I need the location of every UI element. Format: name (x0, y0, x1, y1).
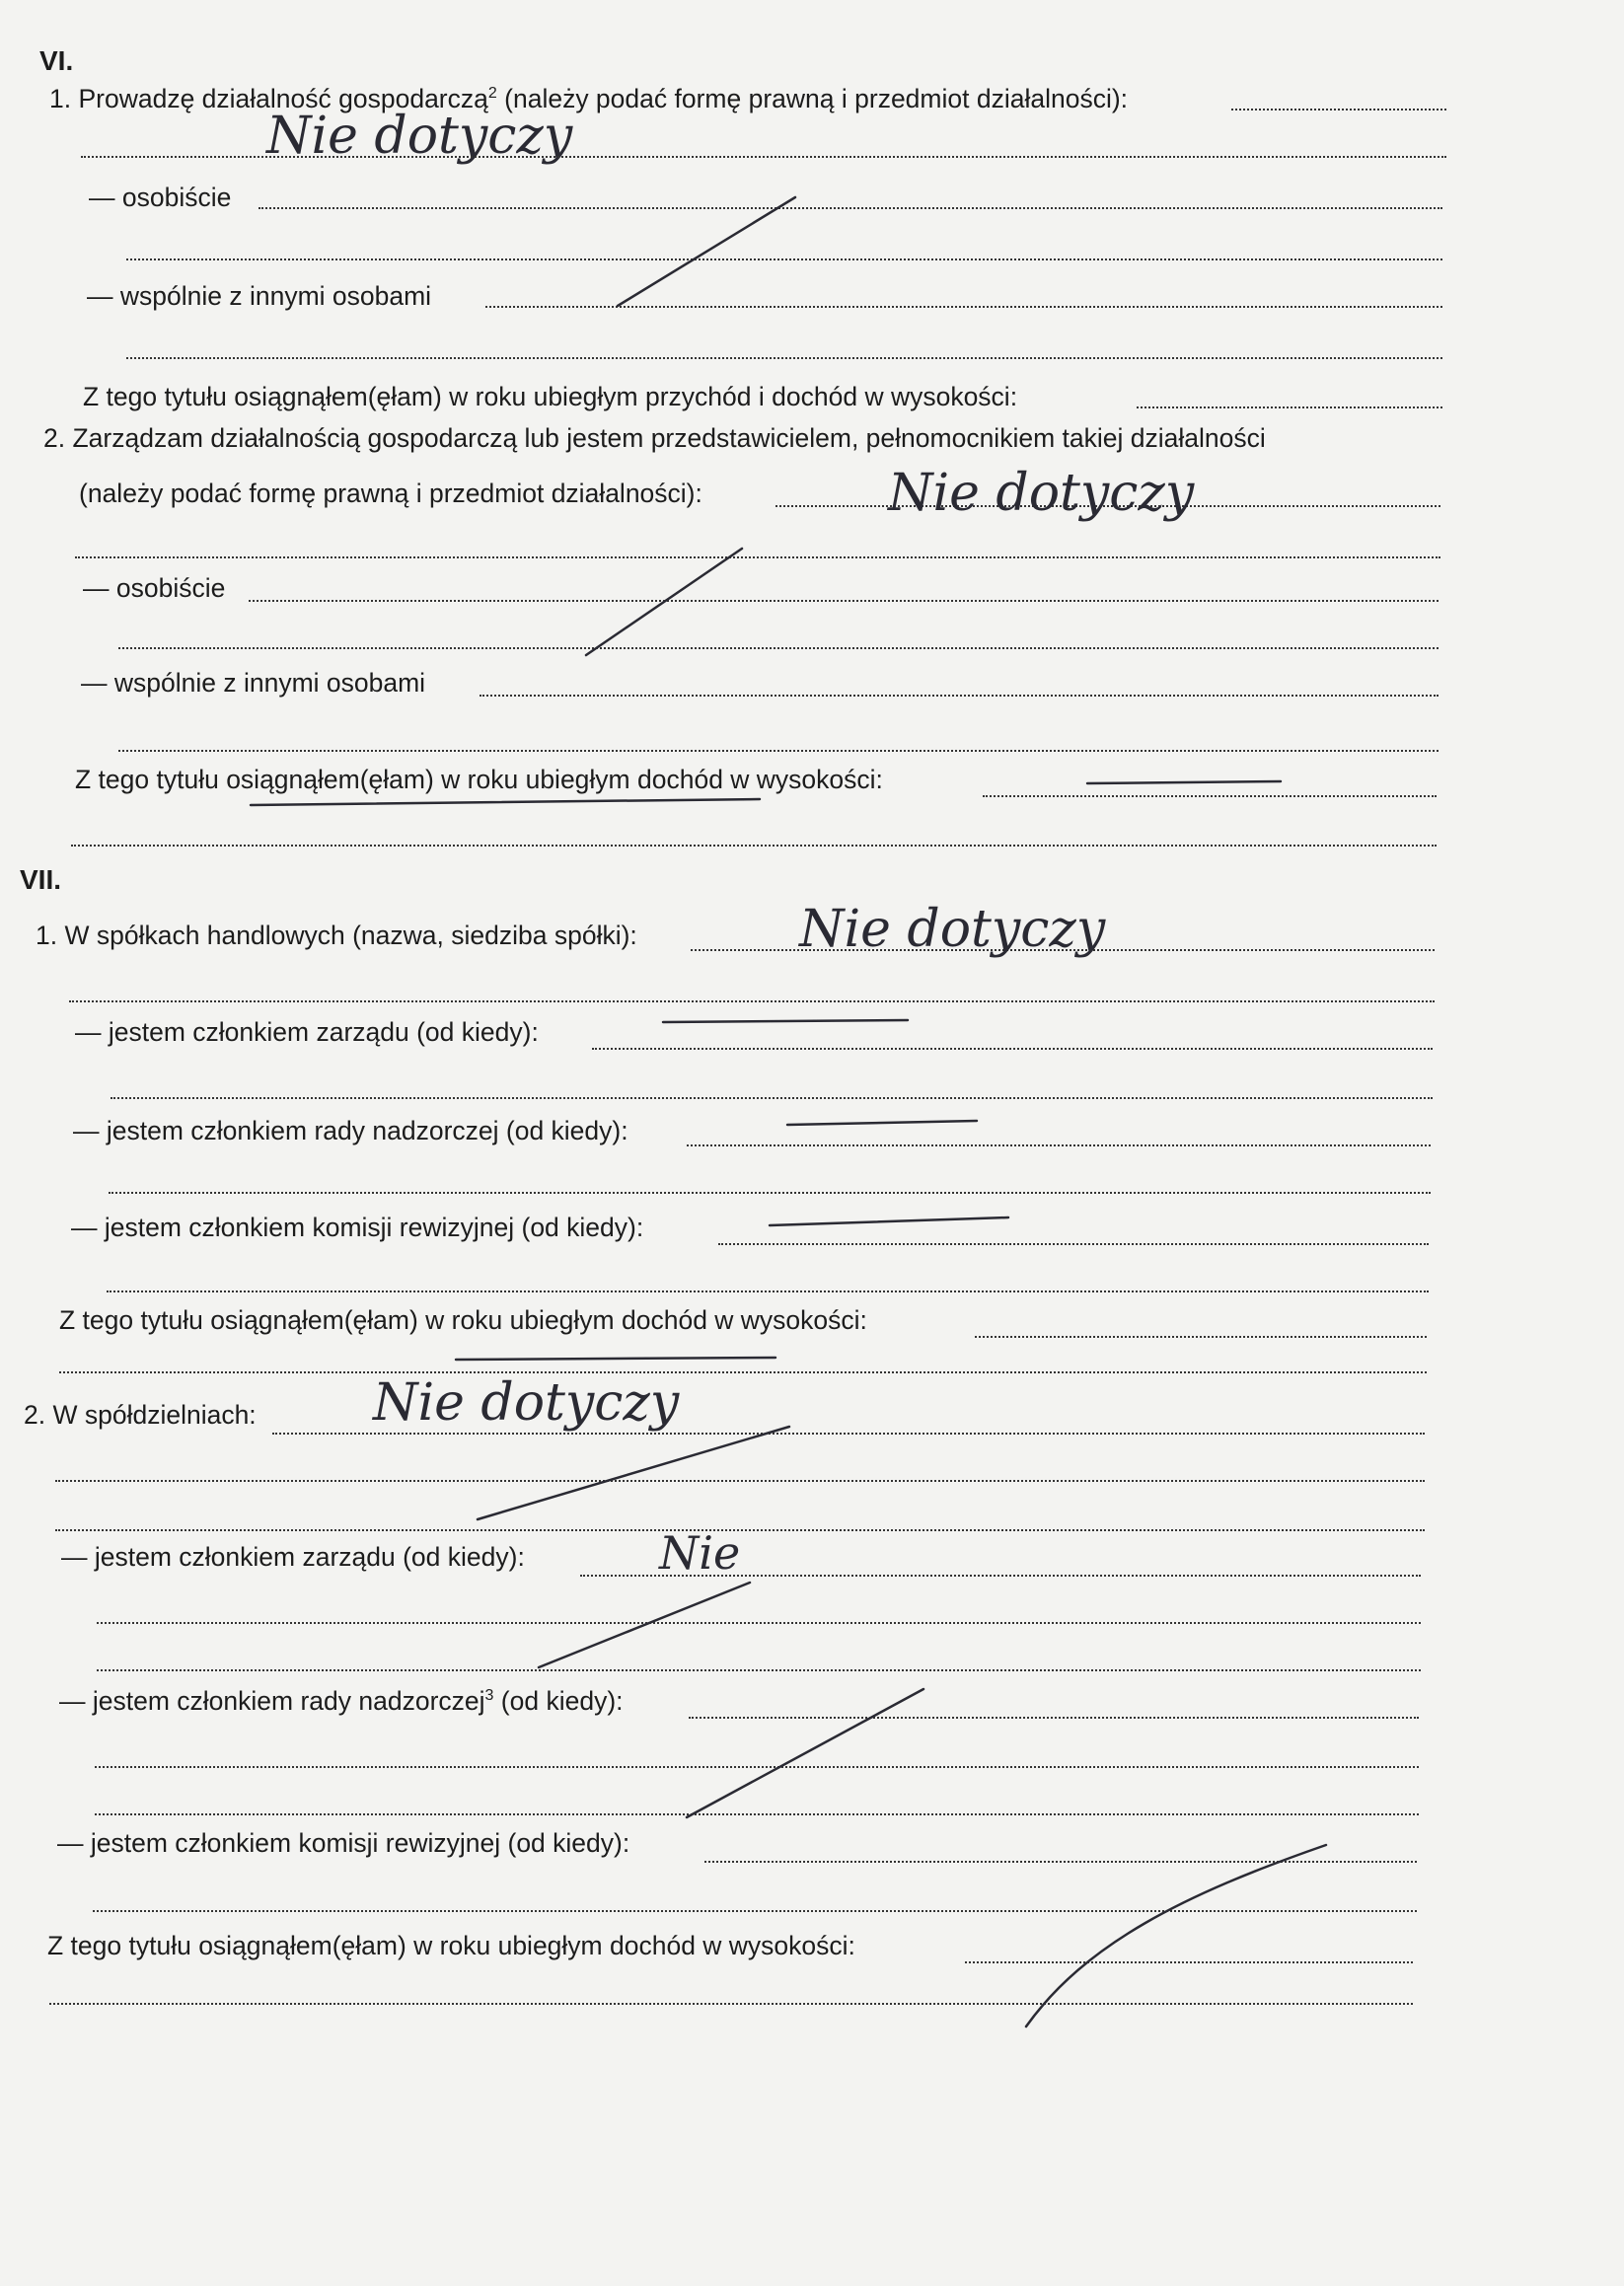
vi-1-question: 1. Prowadzę działalność gospodarczą$^2$ (należy podać formę prawną i przedmiot działalności): (49, 84, 1129, 113)
dash-vii-1-zarzad (663, 1020, 908, 1022)
dash-vi-2-income (1087, 781, 1281, 783)
vii-2-zarzad: — jestem członkiem zarządu (od kiedy): (61, 1542, 525, 1572)
vi-2-wspolnie: — wspólnie z innymi osobami (81, 668, 426, 698)
section-vii-heading: VII. (20, 864, 62, 895)
vii-1-zarzad: — jestem członkiem zarządu (od kiedy): (75, 1017, 539, 1047)
vi-2-question-line1: 2. Zarządzam działalnością gospodarczą lub jestem przedstawicielem, pełnomocnikiem takiej działalności (43, 423, 1266, 453)
underline-vi-2-income (251, 799, 760, 805)
vi-1-handwritten-answer: Nie dotyczy (266, 107, 573, 166)
vii-2-handwritten-answer: Nie dotyczy (373, 1373, 680, 1433)
vii-1-rada: — jestem członkiem rady nadzorczej (od kiedy): (73, 1116, 628, 1145)
slash-vi-1 (618, 197, 795, 306)
vi-1-wspolnie: — wspólnie z innymi osobami (87, 281, 432, 311)
vi-2-handwritten-answer: Nie dotyczy (888, 464, 1195, 523)
vii-1-handwritten-answer: Nie dotyczy (799, 900, 1106, 959)
dash-vii-1-komisja (770, 1217, 1008, 1225)
vii-1-komisja: — jestem członkiem komisji rewizyjnej (od kiedy): (71, 1213, 644, 1242)
vii-2-komisja: — jestem członkiem komisji rewizyjnej (od kiedy): (57, 1828, 630, 1858)
slash-vii-2-rada (687, 1689, 923, 1817)
slash-vii-2 (478, 1427, 789, 1519)
vii-2-rada: — jestem członkiem rady nadzorczej$^3$ (od kiedy): (59, 1686, 624, 1716)
dash-vii-1-income (456, 1358, 775, 1360)
vi-2-question-line2: (należy podać formę prawną i przedmiot działalności): (79, 479, 702, 508)
vi-2-income: Z tego tytułu osiągnąłem(ęłam) w roku ubiegłym dochód w wysokości: (75, 765, 883, 794)
vi-1-income: Z tego tytułu osiągnąłem(ęłam) w roku ubiegłym przychód i dochód w wysokości: (83, 382, 1018, 411)
section-vi-heading: VI. (39, 45, 74, 76)
vii-1-income: Z tego tytułu osiągnąłem(ęłam) w roku ubiegłym dochód w wysokości: (59, 1305, 867, 1335)
vii-2-zarzad-handwritten-answer: Nie (659, 1526, 741, 1580)
slash-vii-2-zarzad (539, 1583, 750, 1667)
vi-2-osobiscie: — osobiście (83, 573, 226, 603)
vi-1-osobiscie: — osobiście (89, 183, 232, 212)
slash-vii-2-komisja (1026, 1845, 1326, 2027)
dash-vii-1-rada (787, 1121, 977, 1125)
slash-vi-2 (586, 549, 742, 655)
vii-2-income: Z tego tytułu osiągnąłem(ęłam) w roku ubiegłym dochód w wysokości: (47, 1931, 855, 1960)
vii-1-question: 1. W spółkach handlowych (nazwa, siedziba spółki): (36, 921, 637, 950)
vii-2-question: 2. W spółdzielniach: (24, 1400, 257, 1430)
